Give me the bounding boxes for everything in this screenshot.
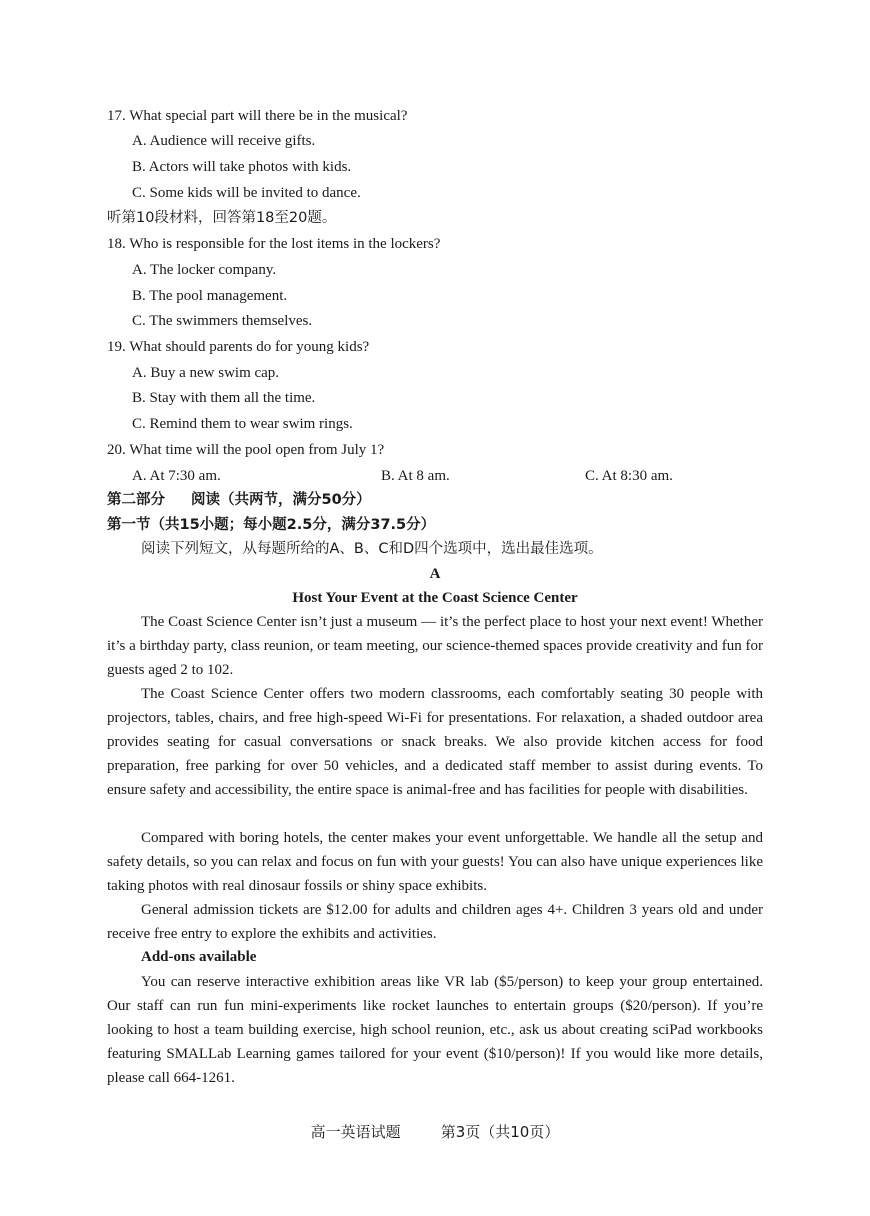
question-19: 19. What should parents do for young kids? [107, 339, 370, 355]
q20-option-b: B. At 8 am. [381, 468, 450, 484]
passage-paragraph-3: Compared with boring hotels, the center makes your event unforgettable. We handle all the setup and safety details, so you can relax and focus on fun with your guests! You can also have unique experiences like taking photos with real dinosaur fossils or shiny space exhibits. [107, 830, 763, 894]
q17-option-b: B. Actors will take photos with kids. [132, 159, 352, 175]
page-footer [0, 1122, 870, 1142]
part2-label: 第二部分 [107, 492, 165, 508]
addons-heading: Add-ons available [141, 949, 257, 965]
question-17: 17. What special part will there be in the musical? [107, 108, 408, 124]
question-20: 20. What time will the pool open from July 1? [107, 442, 385, 458]
listening-instruction: 听第10段材料，回答第18至20题。 [107, 210, 337, 226]
q20-option-a: A. At 7:30 am. [132, 468, 221, 484]
q19-option-c: C. Remind them to wear swim rings. [132, 416, 353, 432]
reading-directions: 阅读下列短文，从每题所给的A、B、C和D四个选项中，选出最佳选项。 [141, 541, 603, 557]
q17-option-c: C. Some kids will be invited to dance. [132, 185, 361, 201]
part2-title: 阅读（共两节，满分50分） [191, 492, 371, 508]
question-18: 18. Who is responsible for the lost items in the lockers? [107, 236, 441, 252]
q18-option-b: B. The pool management. [132, 288, 288, 304]
passage-letter: A [429, 566, 441, 582]
q19-option-b: B. Stay with them all the time. [132, 390, 316, 406]
passage-title: Host Your Event at the Coast Science Center [292, 590, 578, 606]
passage-paragraph-1: The Coast Science Center isn’t just a museum — it’s the perfect place to host your next event! Whether it’s a birthday party, class reunion, or team meeting, our science-themed spaces provide creativity and fun for guests aged 2 to 102. [107, 614, 763, 678]
q18-option-a: A. The locker company. [132, 262, 277, 278]
passage-paragraph-2: The Coast Science Center offers two modern classrooms, each comfortably seating 30 people with projectors, tables, chairs, and free high-speed Wi-Fi for presentations. For relaxation, a shaded outdoor area provides seating for casual conversations or snack breaks. We also provide kitchen access for food preparation, free parking for over 50 vehicles, and a dedicated staff member to assist during events. To ensure safety and accessibility, the entire space is animal-free and has facilities for people with disabilities. [107, 686, 763, 798]
q19-option-a: A. Buy a new swim cap. [132, 365, 280, 381]
footer-exam-title: 高一英语试题 [310, 1123, 401, 1141]
part2-heading [107, 490, 371, 510]
passage-paragraph-4: General admission tickets are $12.00 for adults and children ages 4+. Children 3 years old and under receive free entry to explore the exhibits and activities. [107, 902, 763, 942]
q17-option-a: A. Audience will receive gifts. [132, 133, 316, 149]
q18-option-c: C. The swimmers themselves. [132, 313, 313, 329]
section1-heading: 第一节（共15小题；每小题2.5分，满分37.5分） [107, 517, 436, 533]
footer-page-number: 第3页（共10页） [440, 1123, 560, 1141]
passage-paragraph-5: You can reserve interactive exhibition areas like VR lab ($5/person) to keep your group entertained. Our staff can run fun mini-experiments like rocket launches to entertain groups ($20/person). If you’re looking to host a team building exercise, high school reunion, etc., ask us about creating sciPad workbooks featuring SMALLab Learning games tailored for your event ($10/person)! If you would like more details, please call 664-1261. [107, 974, 763, 1086]
q20-option-c: C. At 8:30 am. [585, 468, 673, 484]
